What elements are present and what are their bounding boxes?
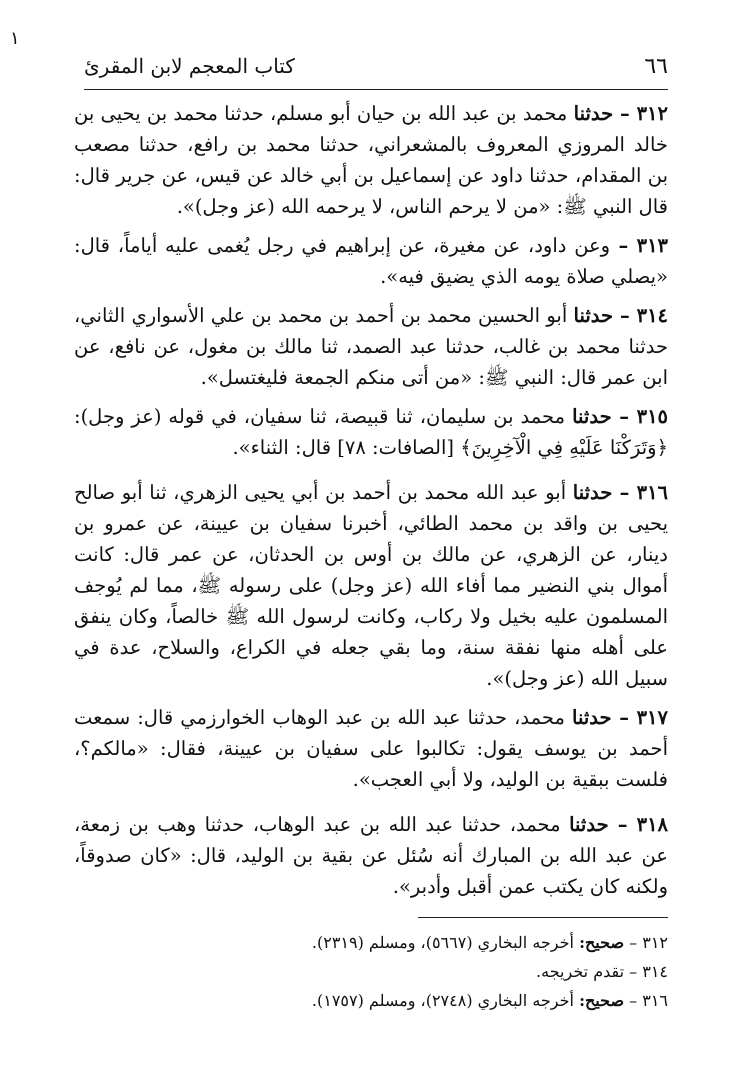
book-title: كتاب المعجم لابن المقرئ [84,54,295,78]
hadith-lead: حدثنا [572,405,612,428]
hadith-lead: حدثنا [572,706,612,729]
hadith-lead: حدثنا [569,813,609,836]
hadith-312: ٣١٢ – حدثنا محمد بن عبد الله بن حيان أبو مسلم، حدثنا محمد بن يحيى بن خالد المروزي المعروف بالمشعراني، حدثنا محمد بن رافع، حدثنا مصعب بن المقدام، حدثنا داود عن إسماعيل بن أبي خالد عن قيس، عن جرير قال: قال النبي ﷺ: «من لا يرحم الناس، لا يرحمه الله (عز وجل)». [74,102,668,218]
footnote-text: أخرجه البخاري (٢٧٤٨)، ومسلم (١٧٥٧). [311,991,574,1010]
hadith-number: ٣١٥ [636,405,669,428]
hadith-text: محمد بن عبد الله بن حيان أبو مسلم، حدثنا محمد بن يحيى بن خالد المروزي المعروف بالمشعراني، حدثنا محمد بن رافع، حدثنا مصعب بن المقدام، حدثنا داود عن إسماعيل بن أبي خالد عن قيس، عن جرير قال: قال النبي ﷺ: «من لا يرحم الناس، لا يرحمه الله (عز وجل)». [74,102,668,218]
hadith-text: محمد، حدثنا عبد الله بن عبد الوهاب الخوارزمي قال: سمعت أحمد بن يوسف يقول: تكالبوا على سفيان بن عيينة، فقال: «مالكم؟، فلست ببقية بن الوليد، ولا أبي العجب». [74,706,668,791]
footnote-number: ٣١٢ [642,933,668,952]
footnote-lead: صحيح: [579,991,625,1010]
footnote-316: ٣١٦ – صحيح: أخرجه البخاري (٢٧٤٨)، ومسلم (١٧٥٧). [311,991,668,1010]
hadith-text: محمد بن سليمان، ثنا قبيصة، ثنا سفيان، في قوله (عز وجل): ﴿وَتَرَكْنَا عَلَيْهِ فِي الْآخِرِينَ﴾ [الصافات: ٧٨] قال: الثناء». [74,405,668,459]
footnote-text: تقدم تخريجه. [536,962,625,981]
hadith-317: ٣١٧ – حدثنا محمد، حدثنا عبد الله بن عبد الوهاب الخوارزمي قال: سمعت أحمد بن يوسف يقول: تكالبوا على سفيان بن عيينة، فقال: «مالكم؟، فلست ببقية بن الوليد، ولا أبي العجب». [74,706,668,791]
hadith-318: ٣١٨ – حدثنا محمد، حدثنا عبد الله بن عبد الوهاب، حدثنا وهب بن زمعة، عن عبد الله بن المبارك أنه سُئل عن بقية بن الوليد، قال: «كان صدوقاً، ولكنه كان يكتب عمن أقبل وأدبر». [74,813,669,898]
footnotes [84,928,668,1015]
hadith-number: ٣١٦ [636,481,669,504]
footnote-number: ٣١٦ [642,991,668,1010]
footnote-rule [418,917,668,918]
hadith-316: ٣١٦ – حدثنا أبو عبد الله محمد بن أحمد بن أبي يحيى الزهري، ثنا أبو صالح يحيى بن واقد بن محمد الطائي، أخبرنا سفيان بن عيينة، عن عمرو بن دينار، عن الزهري، عن مالك بن أوس بن الحدثان، عن عمر قال: كانت أموال بني النضير مما أفاء الله (عز وجل) على رسوله ﷺ، مما لم يُوجف المسلمون عليه بخيل ولا ركاب، وكانت لرسول الله ﷺ خالصاً، وكان ينفق على أهله منها نفقة سنة، وما بقي جعله في الكراع، والسلاح، عدة في سبيل الله (عز وجل)». [74,481,669,690]
footnote-number: ٣١٤ [642,962,668,981]
hadith-lead: حدثنا [573,102,614,125]
footnote-314: ٣١٤ – تقدم تخريجه. [536,962,668,981]
page-header [84,48,668,84]
hadith-314: ٣١٤ – حدثنا أبو الحسين محمد بن أحمد بن محمد بن علي الأسواري الثاني، حدثنا محمد بن غالب، حدثنا عبد الصمد، ثنا مالك بن مغول، عن نافع، عن ابن عمر قال: النبي ﷺ: «من أتى منكم الجمعة فليغتسل». [74,304,669,389]
hadith-text: وعن داود، عن مغيرة، عن إبراهيم في رجل يُغمى عليه أياماً، قال: «يصلي صلاة يومه الذي يضيق فيه». [74,234,668,288]
hadith-lead: حدثنا [572,481,613,504]
hadith-text: محمد، حدثنا عبد الله بن عبد الوهاب، حدثنا وهب بن زمعة، عن عبد الله بن المبارك أنه سُئل عن بقية بن الوليد، قال: «كان صدوقاً، ولكنه كان يكتب عمن أقبل وأدبر». [74,813,668,898]
hadith-number: ٣١٣ [636,234,669,257]
footnote-lead: صحيح: [579,933,625,952]
hadith-number: ٣١٢ [636,102,668,125]
page-number: ٦٦ [644,53,668,79]
margin-mark: ١ [10,28,20,49]
hadith-lead: حدثنا [573,304,614,327]
hadith-text: أبو عبد الله محمد بن أحمد بن أبي يحيى الزهري، ثنا أبو صالح يحيى بن واقد بن محمد الطائي، أخبرنا سفيان بن عيينة، عن عمرو بن دينار، عن الزهري، عن مالك بن أوس بن الحدثان، عن عمر قال: كانت أموال بني النضير مما أفاء الله (عز وجل) على رسوله ﷺ، مما لم يُوجف المسلمون عليه بخيل ولا ركاب، وكانت لرسول الله ﷺ خالصاً، وكان ينفق على أهله منها نفقة سنة، وما بقي جعله في الكراع، والسلاح، عدة في سبيل الله (عز وجل)». [74,481,668,690]
page-body [74,98,668,910]
hadith-text: أبو الحسين محمد بن أحمد بن محمد بن علي الأسواري الثاني، حدثنا محمد بن غالب، حدثنا عبد الصمد، ثنا مالك بن مغول، عن نافع، عن ابن عمر قال: النبي ﷺ: «من أتى منكم الجمعة فليغتسل». [74,304,668,389]
footnote-312: ٣١٢ – صحيح: أخرجه البخاري (٥٦٦٧)، ومسلم (٢٣١٩). [311,933,668,952]
hadith-number: ٣١٧ [636,706,668,729]
hadith-number: ٣١٤ [636,304,669,327]
hadith-313: ٣١٣ – وعن داود، عن مغيرة، عن إبراهيم في رجل يُغمى عليه أياماً، قال: «يصلي صلاة يومه الذي يضيق فيه». [74,234,669,288]
footnote-text: أخرجه البخاري (٥٦٦٧)، ومسلم (٢٣١٩). [311,933,574,952]
hadith-315: ٣١٥ – حدثنا محمد بن سليمان، ثنا قبيصة، ثنا سفيان، في قوله (عز وجل): ﴿وَتَرَكْنَا عَلَيْهِ فِي الْآخِرِينَ﴾ [الصافات: ٧٨] قال: الثناء». [74,405,669,459]
hadith-number: ٣١٨ [636,813,669,836]
header-rule [84,89,668,90]
